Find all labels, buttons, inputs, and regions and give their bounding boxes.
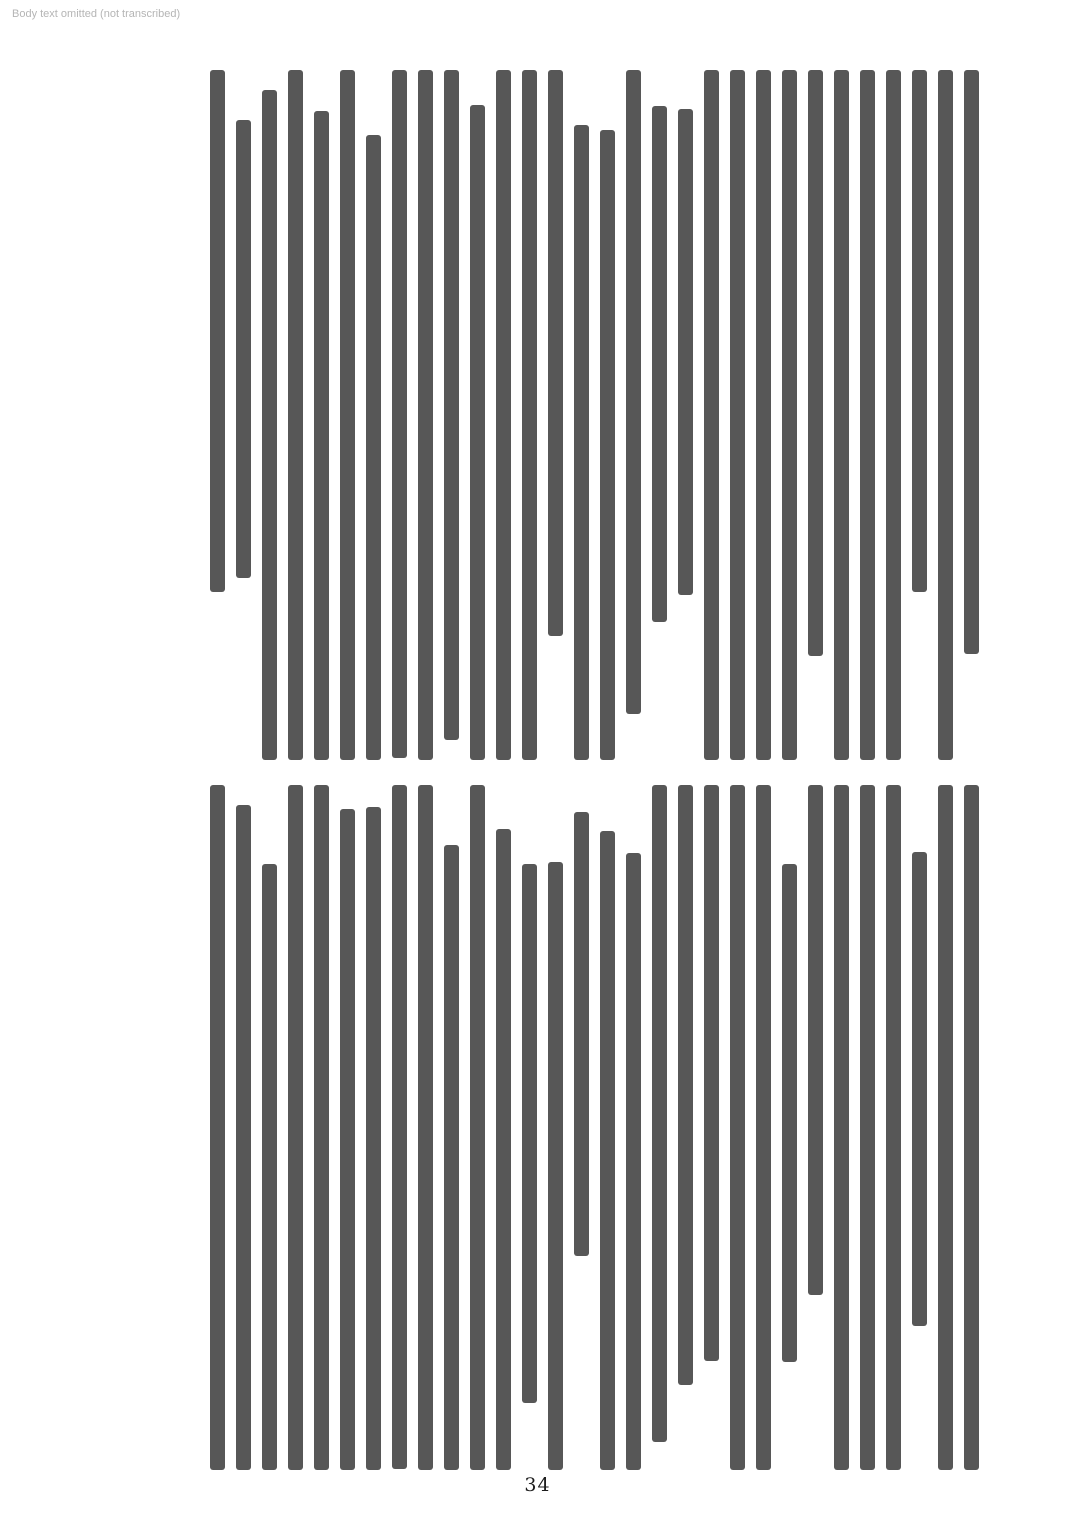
redacted-text-run: [522, 70, 537, 760]
redacted-text-run: [496, 829, 511, 1470]
redacted-text-run: [496, 70, 511, 760]
redacted-text-column: [573, 785, 590, 1470]
text-block-bottom: [110, 785, 980, 1470]
redacted-text-run: [288, 70, 303, 760]
redacted-text-column: [625, 785, 642, 1470]
redacted-text-column: [937, 785, 954, 1470]
redacted-text-run: [418, 70, 433, 760]
redacted-text-column: [963, 785, 980, 1470]
redacted-text-run: [574, 812, 589, 1256]
redacted-text-run: [236, 805, 251, 1470]
redacted-text-run: [262, 90, 277, 760]
redacted-text-run: [470, 105, 485, 760]
redacted-text-column: [859, 785, 876, 1470]
redacted-text-run: [210, 785, 225, 1470]
redacted-text-run: [964, 785, 979, 1470]
redacted-text-column: [391, 785, 408, 1470]
redacted-text-column: [261, 785, 278, 1470]
redacted-text-column: [495, 70, 512, 760]
redacted-text-run: [730, 70, 745, 760]
redacted-text-column: [417, 785, 434, 1470]
redacted-text-column: [469, 785, 486, 1470]
redacted-text-column: [911, 785, 928, 1470]
redacted-text-run: [938, 70, 953, 760]
redacted-text-run: [652, 785, 667, 1442]
redacted-text-run: [652, 106, 667, 622]
redacted-text-column: [339, 785, 356, 1470]
redacted-text-run: [236, 120, 251, 578]
redacted-text-run: [834, 70, 849, 760]
redacted-text-column: [495, 785, 512, 1470]
redacted-text-column: [365, 70, 382, 760]
redacted-text-column: [651, 70, 668, 760]
redacted-text-column: [235, 70, 252, 760]
redacted-text-column: [235, 785, 252, 1470]
text-block-top: [110, 70, 980, 760]
redacted-text-column: [365, 785, 382, 1470]
redacted-text-column: [755, 785, 772, 1470]
redacted-text-run: [756, 785, 771, 1470]
redacted-text-column: [209, 70, 226, 760]
redacted-text-run: [912, 852, 927, 1326]
redacted-text-column: [781, 785, 798, 1470]
redacted-text-column: [417, 70, 434, 760]
redacted-text-run: [340, 809, 355, 1470]
redacted-text-run: [912, 70, 927, 592]
redacted-text-run: [938, 785, 953, 1470]
redacted-text-column: [937, 70, 954, 760]
redacted-text-run: [444, 70, 459, 740]
redacted-text-column: [391, 70, 408, 760]
redacted-text-column: [599, 785, 616, 1470]
redacted-text-run: [548, 70, 563, 636]
redacted-text-run: [886, 70, 901, 760]
redacted-text-run: [444, 845, 459, 1470]
redacted-text-column: [729, 785, 746, 1470]
redacted-text-column: [287, 785, 304, 1470]
redacted-text-column: [833, 70, 850, 760]
redacted-text-run: [808, 70, 823, 656]
redacted-text-run: [808, 785, 823, 1295]
redacted-text-column: [963, 70, 980, 760]
redacted-text-run: [782, 70, 797, 760]
redacted-text-run: [392, 70, 407, 758]
redacted-text-run: [704, 785, 719, 1361]
redacted-text-run: [262, 864, 277, 1470]
redacted-text-column: [573, 70, 590, 760]
redacted-text-column: [677, 785, 694, 1470]
redacted-text-run: [860, 785, 875, 1470]
redacted-text-column: [833, 785, 850, 1470]
redacted-text-run: [600, 831, 615, 1470]
redacted-text-column: [521, 70, 538, 760]
redacted-text-run: [626, 853, 641, 1470]
redacted-text-run: [678, 109, 693, 595]
redacted-text-run: [340, 70, 355, 760]
redacted-text-column: [339, 70, 356, 760]
redacted-text-column: [287, 70, 304, 760]
redacted-text-run: [548, 862, 563, 1470]
redacted-text-column: [807, 785, 824, 1470]
redacted-text-run: [366, 135, 381, 760]
page-number: 34: [524, 1474, 551, 1496]
redacted-text-run: [522, 864, 537, 1403]
redacted-text-run: [314, 785, 329, 1470]
redacted-text-column: [209, 785, 226, 1470]
redacted-text-column: [469, 70, 486, 760]
redacted-text-run: [210, 70, 225, 592]
redacted-text-run: [860, 70, 875, 760]
redacted-text-column: [313, 785, 330, 1470]
redacted-text-column: [599, 70, 616, 760]
redacted-text-run: [756, 70, 771, 760]
redacted-text-run: [288, 785, 303, 1470]
redacted-text-run: [730, 785, 745, 1470]
redacted-text-run: [600, 130, 615, 760]
redacted-text-run: [574, 125, 589, 760]
redacted-text-column: [443, 70, 460, 760]
redacted-text-run: [704, 70, 719, 760]
redacted-text-run: [678, 785, 693, 1385]
redacted-text-run: [392, 785, 407, 1469]
redacted-text-run: [834, 785, 849, 1470]
redacted-text-column: [313, 70, 330, 760]
redacted-text-column: [859, 70, 876, 760]
redacted-text-run: [964, 70, 979, 654]
redacted-text-column: [625, 70, 642, 760]
redacted-text-column: [547, 70, 564, 760]
redacted-text-run: [366, 807, 381, 1470]
redacted-text-run: [782, 864, 797, 1362]
redacted-text-column: [755, 70, 772, 760]
redacted-text-column: [781, 70, 798, 760]
redacted-text-column: [885, 70, 902, 760]
redacted-text-run: [886, 785, 901, 1470]
redacted-text-column: [807, 70, 824, 760]
redacted-text-column: [911, 70, 928, 760]
redaction-note: Body text omitted (not transcribed): [12, 8, 181, 20]
redacted-text-run: [470, 785, 485, 1470]
redacted-text-column: [885, 785, 902, 1470]
redacted-text-column: [703, 70, 720, 760]
redacted-text-column: [677, 70, 694, 760]
redacted-text-column: [443, 785, 460, 1470]
redacted-text-column: [261, 70, 278, 760]
redacted-text-column: [729, 70, 746, 760]
redacted-text-column: [703, 785, 720, 1470]
redacted-text-column: [547, 785, 564, 1470]
redacted-text-column: [651, 785, 668, 1470]
redacted-text-run: [418, 785, 433, 1470]
redacted-text-column: [521, 785, 538, 1470]
redacted-text-run: [626, 70, 641, 714]
redacted-text-run: [314, 111, 329, 760]
